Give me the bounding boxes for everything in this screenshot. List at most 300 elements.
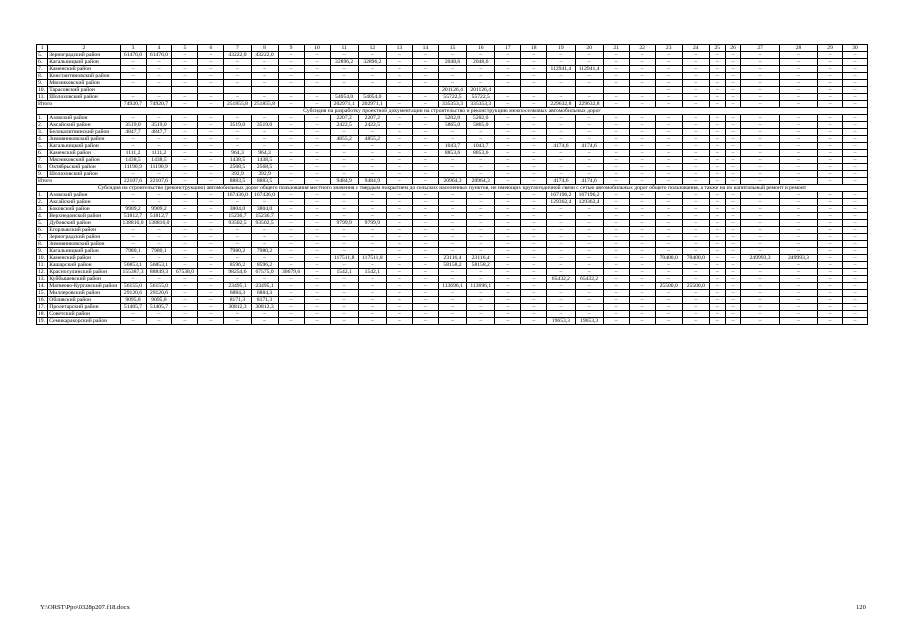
row-number: 8. bbox=[37, 73, 48, 80]
table-cell: – bbox=[358, 248, 386, 255]
table-cell: – bbox=[438, 199, 466, 206]
table-cell: – bbox=[655, 87, 682, 94]
table-cell: – bbox=[198, 255, 224, 262]
table-cell: – bbox=[412, 150, 438, 157]
table-cell: – bbox=[521, 199, 547, 206]
column-number: 6 bbox=[198, 45, 224, 52]
table-cell: – bbox=[120, 73, 146, 80]
table-cell: – bbox=[304, 269, 330, 276]
table-cell: – bbox=[779, 241, 817, 248]
table-cell: – bbox=[495, 59, 521, 66]
table-cell: 3519,0 bbox=[120, 122, 146, 129]
table-cell: – bbox=[198, 136, 224, 143]
table-cell: – bbox=[818, 297, 843, 304]
table-cell: – bbox=[709, 101, 725, 108]
table-cell: – bbox=[146, 192, 172, 199]
table-cell: – bbox=[818, 255, 843, 262]
table-cell: – bbox=[655, 213, 682, 220]
table-cell: – bbox=[386, 220, 412, 227]
table-cell: – bbox=[709, 220, 725, 227]
table-cell: – bbox=[438, 234, 466, 241]
table-cell: – bbox=[818, 136, 843, 143]
table-cell: – bbox=[603, 129, 629, 136]
table-cell: – bbox=[521, 101, 547, 108]
table-cell: – bbox=[172, 157, 198, 164]
table-cell: – bbox=[330, 192, 358, 199]
table-cell: – bbox=[198, 157, 224, 164]
table-cell: – bbox=[358, 234, 386, 241]
table-cell: 23495,1 bbox=[251, 283, 278, 290]
table-cell: – bbox=[741, 234, 779, 241]
table-cell: – bbox=[412, 227, 438, 234]
table-cell: – bbox=[709, 206, 725, 213]
table-cell: 88849,3 bbox=[146, 269, 172, 276]
table-cell: – bbox=[725, 206, 741, 213]
table-cell: – bbox=[682, 276, 709, 283]
table-cell: – bbox=[304, 150, 330, 157]
table-cell: – bbox=[843, 227, 868, 234]
table-cell: – bbox=[725, 80, 741, 87]
table-cell: – bbox=[818, 290, 843, 297]
table-cell: – bbox=[120, 318, 146, 325]
table-cell: – bbox=[655, 199, 682, 206]
row-number: 1. bbox=[37, 192, 48, 199]
table-cell: – bbox=[779, 136, 817, 143]
column-number: 11 bbox=[330, 45, 358, 52]
table-cell: – bbox=[655, 59, 682, 66]
table-cell: – bbox=[709, 122, 725, 129]
table-cell: – bbox=[278, 178, 304, 185]
table-cell bbox=[304, 87, 330, 94]
table-cell: – bbox=[358, 318, 386, 325]
district-name: Кагальницкий район bbox=[48, 143, 120, 150]
table-cell: – bbox=[358, 150, 386, 157]
table-cell: – bbox=[629, 220, 655, 227]
table-cell: 56155,0 bbox=[120, 283, 146, 290]
table-cell: – bbox=[709, 80, 725, 87]
district-name: Егорлыкский район bbox=[48, 227, 120, 234]
table-cell: – bbox=[709, 262, 725, 269]
table-cell: – bbox=[603, 178, 629, 185]
row-number: 9. bbox=[37, 80, 48, 87]
table-row bbox=[37, 227, 868, 234]
table-cell bbox=[629, 87, 655, 94]
table-cell: – bbox=[603, 297, 629, 304]
table-cell: – bbox=[547, 164, 575, 171]
table-cell: – bbox=[603, 192, 629, 199]
table-cell: – bbox=[330, 318, 358, 325]
table-cell: – bbox=[741, 143, 779, 150]
table-cell: – bbox=[198, 59, 224, 66]
table-cell: – bbox=[467, 192, 495, 199]
table-cell: – bbox=[438, 171, 466, 178]
table-cell bbox=[358, 87, 386, 94]
table-cell: – bbox=[120, 227, 146, 234]
table-cell: – bbox=[521, 52, 547, 59]
table-cell: – bbox=[386, 311, 412, 318]
table-cell: – bbox=[682, 213, 709, 220]
table-cell: – bbox=[655, 311, 682, 318]
row-number: 17. bbox=[37, 304, 48, 311]
table-cell: – bbox=[278, 101, 304, 108]
table-cell: – bbox=[818, 220, 843, 227]
district-name: Кагальницкий район bbox=[48, 59, 120, 66]
table-cell: – bbox=[386, 304, 412, 311]
table-row bbox=[37, 171, 868, 178]
table-cell: – bbox=[682, 311, 709, 318]
table-cell: – bbox=[172, 227, 198, 234]
column-number: 13 bbox=[386, 45, 412, 52]
table-cell: – bbox=[709, 136, 725, 143]
table-cell: – bbox=[709, 304, 725, 311]
table-cell: – bbox=[412, 129, 438, 136]
table-cell: – bbox=[304, 248, 330, 255]
table-cell: – bbox=[547, 311, 575, 318]
table-cell: 23116,4 bbox=[438, 255, 466, 262]
table-cell: – bbox=[521, 178, 547, 185]
table-cell: – bbox=[547, 213, 575, 220]
row-number: 18. bbox=[37, 311, 48, 318]
column-number: 26 bbox=[725, 45, 741, 52]
table-cell: – bbox=[629, 290, 655, 297]
row-number: 4. bbox=[37, 136, 48, 143]
table-cell: – bbox=[603, 171, 629, 178]
table-cell: – bbox=[386, 171, 412, 178]
table-cell: – bbox=[412, 80, 438, 87]
district-name: Верхнедонской район bbox=[48, 213, 120, 220]
table-cell: – bbox=[629, 73, 655, 80]
table-cell: – bbox=[467, 220, 495, 227]
table-cell: – bbox=[575, 304, 603, 311]
table-cell: – bbox=[818, 227, 843, 234]
table-cell: – bbox=[521, 248, 547, 255]
table-cell: – bbox=[547, 136, 575, 143]
table-cell: – bbox=[779, 66, 817, 73]
column-number: 18 bbox=[521, 45, 547, 52]
table-cell: – bbox=[779, 150, 817, 157]
table-cell: – bbox=[278, 136, 304, 143]
table-cell: 249993,3 bbox=[741, 255, 779, 262]
table-cell: – bbox=[741, 220, 779, 227]
table-cell: – bbox=[818, 241, 843, 248]
table-cell: 4174,6 bbox=[575, 143, 603, 150]
table-cell: 2568,5 bbox=[251, 164, 278, 171]
table-cell: – bbox=[843, 304, 868, 311]
table-cell: – bbox=[818, 87, 843, 94]
table-cell: – bbox=[438, 52, 466, 59]
table-cell: – bbox=[843, 220, 868, 227]
table-cell: – bbox=[709, 171, 725, 178]
table-cell: – bbox=[547, 227, 575, 234]
table-cell: – bbox=[495, 52, 521, 59]
table-cell: – bbox=[495, 318, 521, 325]
table-cell: – bbox=[358, 171, 386, 178]
table-cell: – bbox=[495, 269, 521, 276]
table-cell: – bbox=[438, 297, 466, 304]
table-cell: – bbox=[438, 129, 466, 136]
table-cell: 2048,6 bbox=[467, 59, 495, 66]
table-cell: – bbox=[358, 199, 386, 206]
table-cell: – bbox=[304, 276, 330, 283]
table-cell: – bbox=[120, 136, 146, 143]
table-cell: – bbox=[521, 262, 547, 269]
table-cell: – bbox=[843, 262, 868, 269]
table-cell: 43222,0 bbox=[251, 52, 278, 59]
table-cell: – bbox=[438, 290, 466, 297]
table-cell: – bbox=[603, 283, 629, 290]
table-cell: – bbox=[547, 206, 575, 213]
table-cell: 1111,2 bbox=[120, 150, 146, 157]
table-cell: – bbox=[709, 164, 725, 171]
table-cell: 5202,0 bbox=[438, 115, 466, 122]
table-cell: – bbox=[682, 59, 709, 66]
table-cell: – bbox=[358, 164, 386, 171]
table-cell: – bbox=[198, 178, 224, 185]
district-name: Белокалитвинский район bbox=[48, 129, 120, 136]
table-cell: – bbox=[547, 150, 575, 157]
table-cell: 117511,8 bbox=[330, 255, 358, 262]
section-title-row bbox=[37, 185, 868, 192]
table-cell: – bbox=[438, 213, 466, 220]
table-cell: – bbox=[438, 269, 466, 276]
table-cell: – bbox=[779, 157, 817, 164]
table-cell: – bbox=[412, 213, 438, 220]
table-cell: – bbox=[575, 157, 603, 164]
column-number: 30 bbox=[843, 45, 868, 52]
table-cell: – bbox=[278, 297, 304, 304]
table-cell: – bbox=[682, 115, 709, 122]
table-cell: 23495,1 bbox=[224, 283, 251, 290]
table-cell: – bbox=[495, 213, 521, 220]
table-cell: – bbox=[412, 178, 438, 185]
table-row bbox=[37, 199, 868, 206]
table-cell: – bbox=[278, 143, 304, 150]
row-number: 1. bbox=[37, 115, 48, 122]
table-cell: – bbox=[603, 59, 629, 66]
table-cell: 5202,0 bbox=[467, 115, 495, 122]
table-cell: – bbox=[251, 80, 278, 87]
table-cell: 1438,5 bbox=[224, 157, 251, 164]
table-cell: – bbox=[682, 143, 709, 150]
table-cell: – bbox=[304, 255, 330, 262]
table-cell bbox=[251, 87, 278, 94]
table-cell: – bbox=[818, 143, 843, 150]
table-cell: 22107,6 bbox=[146, 178, 172, 185]
table-cell: – bbox=[575, 311, 603, 318]
table-cell: – bbox=[386, 52, 412, 59]
table-cell: – bbox=[172, 164, 198, 171]
table-cell: – bbox=[467, 80, 495, 87]
table-cell: – bbox=[779, 178, 817, 185]
column-number: 4 bbox=[146, 45, 172, 52]
table-cell: – bbox=[709, 290, 725, 297]
table-cell: – bbox=[741, 227, 779, 234]
table-cell: – bbox=[521, 73, 547, 80]
table-cell bbox=[386, 87, 412, 94]
table-cell: – bbox=[655, 129, 682, 136]
table-cell: – bbox=[495, 227, 521, 234]
table-cell: 22107,6 bbox=[120, 178, 146, 185]
table-cell: – bbox=[818, 311, 843, 318]
table-cell: – bbox=[412, 304, 438, 311]
table-cell: – bbox=[172, 283, 198, 290]
table-cell: – bbox=[198, 213, 224, 220]
column-number: 8 bbox=[251, 45, 278, 52]
table-cell: – bbox=[330, 241, 358, 248]
section-title: Субсидия на строительство (реконструкцию) автомобильных дорог общего пользования местного значения с твердым покрытием до сельских населенных пунктов, не имеющих круглогодичной связи с сетью автомобильных дорог общего пользования, а также на их капитальный ремонт и ремонт bbox=[37, 185, 868, 192]
table-cell bbox=[330, 87, 358, 94]
table-cell: – bbox=[575, 241, 603, 248]
table-cell: – bbox=[172, 290, 198, 297]
table-cell: – bbox=[725, 59, 741, 66]
row-number: 15. bbox=[37, 290, 48, 297]
district-name: Октябрьский район bbox=[48, 164, 120, 171]
table-cell: – bbox=[682, 122, 709, 129]
table-cell: – bbox=[330, 234, 358, 241]
table-cell: – bbox=[172, 136, 198, 143]
table-cell: – bbox=[741, 115, 779, 122]
table-cell: 138816,0 bbox=[120, 220, 146, 227]
table-cell: – bbox=[843, 213, 868, 220]
table-row bbox=[37, 115, 868, 122]
table-cell: – bbox=[386, 73, 412, 80]
table-cell: – bbox=[682, 248, 709, 255]
table-cell: – bbox=[467, 164, 495, 171]
table-cell: – bbox=[198, 115, 224, 122]
table-cell: – bbox=[224, 311, 251, 318]
column-number: 25 bbox=[709, 45, 725, 52]
table-cell: 51812,7 bbox=[120, 213, 146, 220]
table-cell: – bbox=[709, 129, 725, 136]
row-number: 14. bbox=[37, 283, 48, 290]
table-cell: – bbox=[495, 199, 521, 206]
table-cell: 25500,0 bbox=[655, 283, 682, 290]
table-row bbox=[37, 73, 868, 80]
table-cell: – bbox=[779, 297, 817, 304]
table-cell: – bbox=[655, 269, 682, 276]
table-cell: – bbox=[120, 171, 146, 178]
table-cell: – bbox=[304, 171, 330, 178]
table-cell: – bbox=[603, 122, 629, 129]
table-cell: – bbox=[575, 283, 603, 290]
table-cell: – bbox=[843, 318, 868, 325]
table-cell: – bbox=[725, 101, 741, 108]
table-cell: – bbox=[304, 143, 330, 150]
table-cell: – bbox=[655, 241, 682, 248]
table-cell: – bbox=[146, 199, 172, 206]
table-cell: – bbox=[330, 52, 358, 59]
table-cell: – bbox=[603, 255, 629, 262]
table-cell: – bbox=[146, 241, 172, 248]
table-cell: – bbox=[198, 101, 224, 108]
table-cell: – bbox=[779, 220, 817, 227]
table-cell: – bbox=[198, 241, 224, 248]
table-cell: – bbox=[278, 164, 304, 171]
table-cell: – bbox=[495, 122, 521, 129]
table-cell: – bbox=[412, 52, 438, 59]
table-cell: – bbox=[709, 157, 725, 164]
district-name: Аксайский район bbox=[48, 199, 120, 206]
table-cell: 51812,7 bbox=[146, 213, 172, 220]
table-cell bbox=[495, 87, 521, 94]
table-cell: – bbox=[386, 318, 412, 325]
table-cell: 74920,7 bbox=[120, 101, 146, 108]
total-label: Итого bbox=[37, 178, 121, 185]
table-cell: – bbox=[120, 94, 146, 101]
table-cell: – bbox=[655, 150, 682, 157]
table-cell: – bbox=[575, 150, 603, 157]
table-cell: – bbox=[495, 262, 521, 269]
table-cell: 9095,8 bbox=[146, 297, 172, 304]
table-cell: 249993,3 bbox=[779, 255, 817, 262]
table-cell: – bbox=[198, 80, 224, 87]
table-cell: – bbox=[682, 136, 709, 143]
table-cell: 167196,2 bbox=[575, 192, 603, 199]
table-cell: – bbox=[251, 143, 278, 150]
table-cell: – bbox=[172, 66, 198, 73]
table-cell: – bbox=[304, 66, 330, 73]
table-cell: – bbox=[709, 52, 725, 59]
table-cell: 4855,2 bbox=[358, 136, 386, 143]
district-name: Боковский район bbox=[48, 206, 120, 213]
table-cell: – bbox=[304, 178, 330, 185]
table-cell: – bbox=[198, 150, 224, 157]
table-row bbox=[37, 192, 868, 199]
table-cell: – bbox=[655, 115, 682, 122]
table-cell: – bbox=[304, 220, 330, 227]
table-cell: – bbox=[120, 143, 146, 150]
district-name: Матвеево-Курганский район bbox=[48, 283, 120, 290]
district-name: Каменский район bbox=[48, 66, 120, 73]
table-cell: – bbox=[682, 178, 709, 185]
table-cell: – bbox=[547, 171, 575, 178]
table-cell: – bbox=[655, 73, 682, 80]
table-cell: – bbox=[603, 66, 629, 73]
table-cell: – bbox=[278, 73, 304, 80]
table-cell: – bbox=[843, 199, 868, 206]
table-cell: – bbox=[779, 52, 817, 59]
table-cell: – bbox=[278, 255, 304, 262]
table-cell: – bbox=[779, 59, 817, 66]
table-cell: – bbox=[358, 283, 386, 290]
table-cell: – bbox=[224, 80, 251, 87]
table-cell: – bbox=[330, 290, 358, 297]
row-number: 6. bbox=[37, 227, 48, 234]
row-number: 6. bbox=[37, 59, 48, 66]
table-cell: – bbox=[224, 143, 251, 150]
table-cell: – bbox=[278, 290, 304, 297]
table-cell: – bbox=[146, 234, 172, 241]
table-cell: – bbox=[521, 59, 547, 66]
table-cell: – bbox=[438, 276, 466, 283]
table-cell: – bbox=[198, 143, 224, 150]
table-row bbox=[37, 311, 868, 318]
table-cell: 32896,2 bbox=[330, 59, 358, 66]
table-cell: – bbox=[843, 122, 868, 129]
table-cell: – bbox=[467, 241, 495, 248]
table-cell: – bbox=[575, 213, 603, 220]
table-cell: – bbox=[682, 290, 709, 297]
table-cell: – bbox=[358, 143, 386, 150]
table-cell: – bbox=[629, 199, 655, 206]
table-cell: – bbox=[146, 94, 172, 101]
table-cell: – bbox=[521, 136, 547, 143]
table-cell: – bbox=[575, 220, 603, 227]
table-cell: – bbox=[495, 276, 521, 283]
table-cell: – bbox=[603, 304, 629, 311]
table-cell: – bbox=[655, 262, 682, 269]
table-cell: – bbox=[521, 150, 547, 157]
